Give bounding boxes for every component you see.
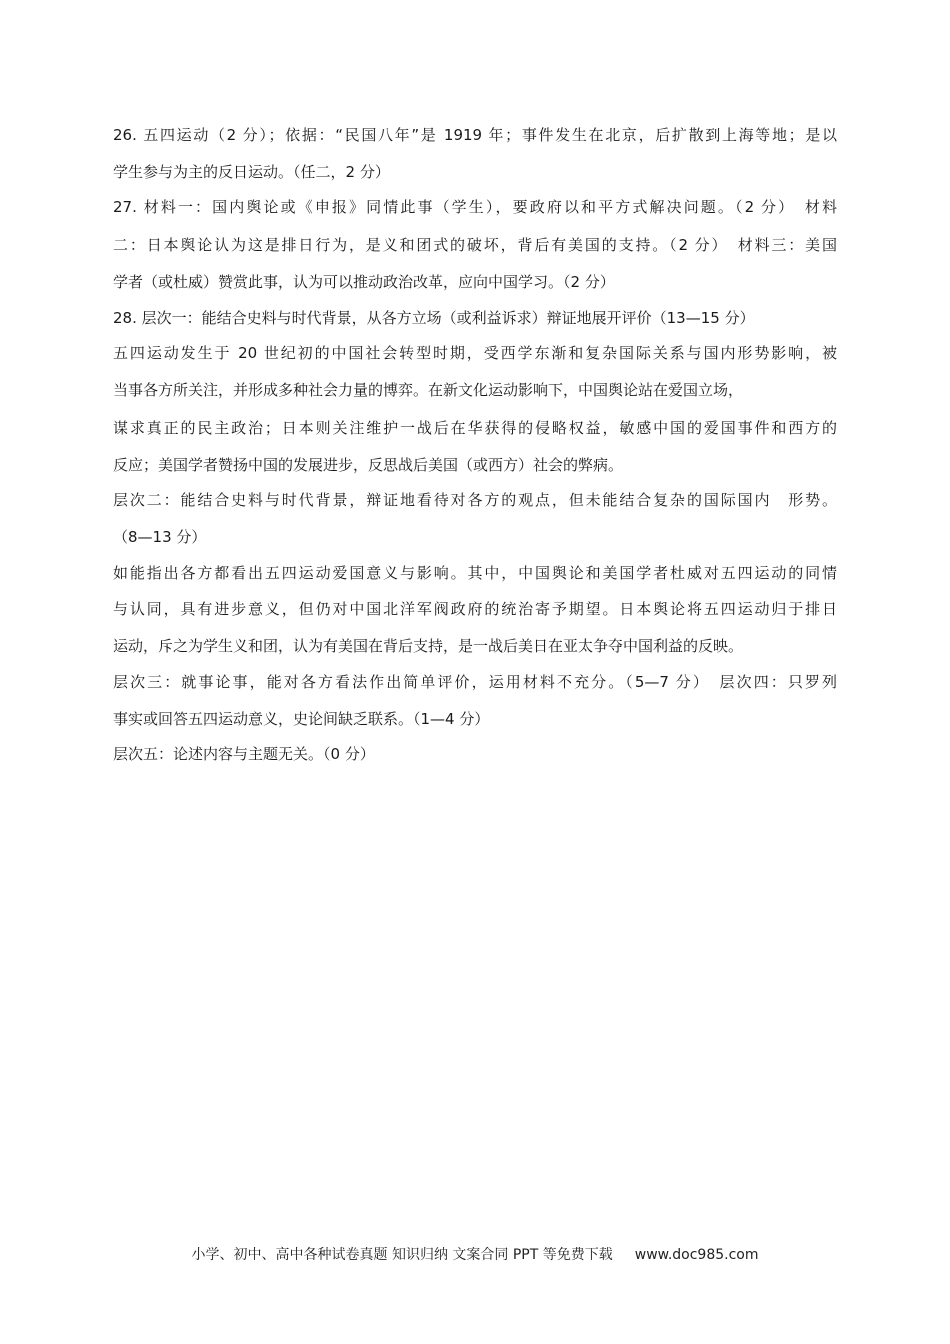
- answer-28-level-1-line-1: 五四运动发生于 20 世纪初的中国社会转型时期，受西学东渐和复杂国际关系与国内形势影响，被: [113, 344, 837, 362]
- footer-url[interactable]: www.doc985.com: [634, 1247, 759, 1263]
- answer-27-line-1: 27. 材料一：国内舆论或《申报》同情此事（学生），要政府以和平方式解决问题。（2 分） 材料: [113, 198, 837, 216]
- answer-28-level-1-line-2: 当事各方所关注，并形成多种社会力量的博弈。在新文化运动影响下，中国舆论站在爱国立场，: [113, 381, 744, 399]
- answer-28-level-5: 层次五：论述内容与主题无关。（0 分）: [113, 745, 375, 763]
- page-footer: [0, 1245, 950, 1265]
- answer-28-level-4-line-2: 事实或回答五四运动意义，史论间缺乏联系。（1—4 分）: [113, 710, 490, 728]
- answer-26-line-1: 26. 五四运动（2 分）；依据：“民国八年”是 1919 年；事件发生在北京，后扩散到上海等地；是以: [113, 126, 837, 144]
- answer-27-line-3: 学者（或杜威）赞赏此事，认为可以推动政治改革，应向中国学习。（2 分）: [113, 273, 615, 291]
- answer-28-level-1-line-3: 谋求真正的民主政治；日本则关注维护一战后在华获得的侵略权益，敏感中国的爱国事件和西方的: [113, 419, 837, 437]
- answer-28-level-2-line-2: 与认同，具有进步意义，但仍对中国北洋军阀政府的统治寄予期望。日本舆论将五四运动归于排日: [113, 600, 837, 618]
- footer-text: 小学、初中、高中各种试卷真题 知识归纳 文案合同 PPT 等免费下载: [191, 1247, 613, 1263]
- answer-28-level-2-line-1: 如能指出各方都看出五四运动爱国意义与影响。其中，中国舆论和美国学者杜威对五四运动的同情: [113, 564, 837, 582]
- answer-28-level-2-score: （8—13 分）: [113, 528, 207, 546]
- answer-28-level-1-heading: 28. 层次一：能结合史料与时代背景，从各方立场（或利益诉求）辩证地展开评价（13—15 分）: [113, 309, 755, 327]
- answer-28-level-2-heading: 层次二：能结合史料与时代背景，辩证地看待对各方的观点，但未能结合复杂的国际国内 形势。: [113, 491, 837, 509]
- answer-28-level-1-line-4: 反应；美国学者赞扬中国的发展进步，反思战后美国（或西方）社会的弊病。: [113, 456, 624, 474]
- answer-27-line-2: 二：日本舆论认为这是排日行为，是义和团式的破坏，背后有美国的支持。（2 分） 材料三：美国: [113, 236, 837, 254]
- answer-28-level-3-4-line-1: 层次三：就事论事，能对各方看法作出简单评价，运用材料不充分。（5—7 分） 层次四：只罗列: [113, 673, 837, 691]
- answer-28-level-2-line-3: 运动，斥之为学生义和团，认为有美国在背后支持，是一战后美日在亚太争夺中国利益的反映。: [113, 637, 744, 655]
- answer-26-line-2: 学生参与为主的反日运动。（任二，2 分）: [113, 163, 390, 181]
